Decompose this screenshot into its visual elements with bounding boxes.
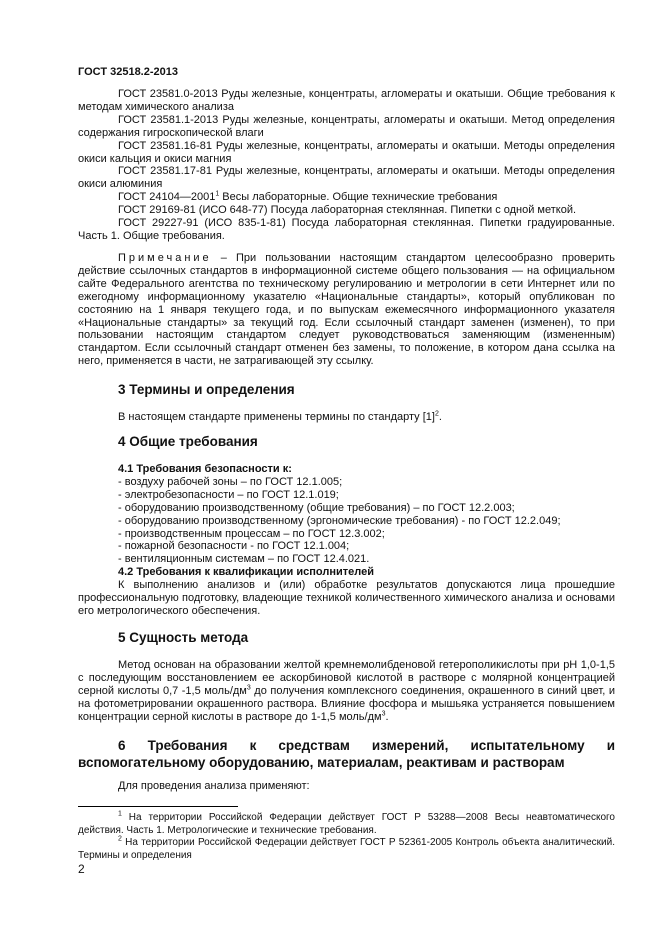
- reference-item: ГОСТ 23581.17-81 Руды железные, концентраты, агломераты и окатыши. Методы определения окиси алюминия: [78, 165, 615, 191]
- footnote-separator: [78, 806, 238, 807]
- list-item: - оборудованию производственному (общие требования) – по ГОСТ 12.2.003;: [118, 501, 515, 514]
- list-item: - электробезопасности – по ГОСТ 12.1.019;: [118, 488, 339, 501]
- footnote-ref: 1: [215, 190, 220, 198]
- reference-item: ГОСТ 29169-81 (ИСО 648-77) Посуда лабораторная стеклянная. Пипетки с одной меткой.: [118, 204, 577, 217]
- analysis-intro: Для проведения анализа применяют:: [118, 780, 310, 792]
- footnote-mark: 2: [118, 835, 122, 843]
- page-number: 2: [78, 862, 85, 876]
- footnote-mark: 1: [118, 810, 122, 818]
- note: [78, 252, 615, 368]
- normative-references: [78, 88, 615, 243]
- list-item: - оборудованию производственному (эргономические требования) - по ГОСТ 12.2.049;: [118, 514, 561, 527]
- list-item: - пожарной безопасности - по ГОСТ 12.1.004;: [118, 540, 350, 553]
- list-item: - воздуху рабочей зоны – по ГОСТ 12.1.005;: [118, 475, 343, 488]
- note-label: Примечание: [118, 252, 212, 264]
- reference-item: ГОСТ 23581.1-2013 Руды железные, концентраты, агломераты и окатыши. Метод определения содержания гигроскопической влаги: [78, 113, 615, 139]
- footnote-text: На территории Российской Федерации действует ГОСТ Р 52361-2005 Контроль объекта аналитический. Термины и определения: [78, 837, 615, 861]
- superscript: 3: [381, 709, 386, 717]
- subsection-4-1-title: 4.1 Требования безопасности к:: [118, 463, 292, 475]
- reference-title: Весы лабораторные. Общие технические требования: [219, 191, 498, 204]
- method-text: Метод основан на образовании желтой кремнемолибденовой гетерополикислоты при pH 1,0-1,5 с последующим восстановлением ее аскорбиновой кислотой в растворе с молярной концентрацией серной кислоты 0,7 -1,5 моль/дм: [78, 659, 615, 697]
- footnote: [78, 812, 615, 837]
- reference-item: ГОСТ 23581.16-81 Руды железные, концентраты, агломераты и окатыши. Методы определения окиси кальция и окиси магния: [78, 139, 615, 165]
- section-4-title: 4 Общие требования: [118, 434, 258, 449]
- method-text: до получения комплексного соединения, окрашенного в синий цвет, и на фотометрировании окрашенного раствора. Влияние фосфора и мышьяка устраняется повышением концентрации серной кислоты в растворе до 1-1,5 моль/дм: [78, 684, 615, 723]
- safety-requirements: [118, 463, 561, 579]
- section-6-text: [78, 780, 615, 793]
- section-5-text: [78, 659, 615, 724]
- qualification-text: К выполнению анализов и (или) обработке результатов допускаются лица прошедшие профессиональную подготовку, владеющие техникой количественного химического анализа и основами его метрологического обеспечения.: [78, 579, 615, 617]
- footnotes: [78, 812, 615, 862]
- note-text: – При пользовании настоящим стандартом целесообразно проверить действие ссылочных стандартов в информационной системе общего пользования — на официальном сайте Федерального агентства по техническому регулированию и метрологии в сети Интернет или по ежегодному информационному указателю «Национальные стандарты», который опубликован по состоянию на 1 января текущего года, и по выпускам ежемесячного информационного указателя «Национальные стандарты» за текущий год. Если ссылочный стандарт заменен (изменен), то при пользовании настоящим стандартом следует руководствоваться заменяющим (измененным) стандартом. Если ссылочный стандарт отменен без замены, то положение, в котором дана ссылка на него, применяется в части, не затрагивающей эту ссылку.: [78, 252, 615, 368]
- section-3-title: 3 Термины и определения: [118, 382, 295, 397]
- footnote-text: На территории Российской Федерации действует ГОСТ Р 53288—2008 Весы неавтоматического действия. Часть 1. Метрологические и технические требования.: [78, 812, 615, 836]
- punct: .: [438, 411, 442, 423]
- section-5-title: 5 Сущность метода: [118, 630, 249, 645]
- reference-item: ГОСТ 29227-91 (ИСО 835-1-81) Посуда лабораторная стеклянная. Пипетки градуированные. Часть 1. Общие требования.: [78, 217, 615, 242]
- terms-text: В настоящем стандарте применены термины по стандарту [1]: [118, 411, 435, 423]
- footnote: [78, 837, 615, 862]
- section-3-text: [78, 411, 615, 424]
- subsection-4-2-title: 4.2 Требования к квалификации исполнителей: [118, 566, 374, 579]
- reference-item: ГОСТ 23581.0-2013 Руды железные, концентраты, агломераты и окатыши. Общие требования к методам химического анализа: [78, 88, 615, 113]
- superscript: 3: [246, 684, 251, 692]
- document-header: ГОСТ 32518.2-2013: [78, 66, 178, 78]
- list-item: - производственным процессам – по ГОСТ 12.3.002;: [118, 527, 385, 540]
- footnote-ref: 2: [434, 410, 439, 418]
- section-4-2-text: [78, 579, 615, 618]
- reference-item: [78, 191, 615, 204]
- reference-code: ГОСТ 24104—2001: [118, 191, 216, 204]
- punct: .: [385, 710, 389, 723]
- section-6-title: 6 Требования к средствам измерений, испытательному и вспомогательному оборудованию, материалам, реактивам и растворам: [78, 738, 615, 770]
- list-item: - вентиляционным системам – по ГОСТ 12.4.021.: [118, 553, 370, 566]
